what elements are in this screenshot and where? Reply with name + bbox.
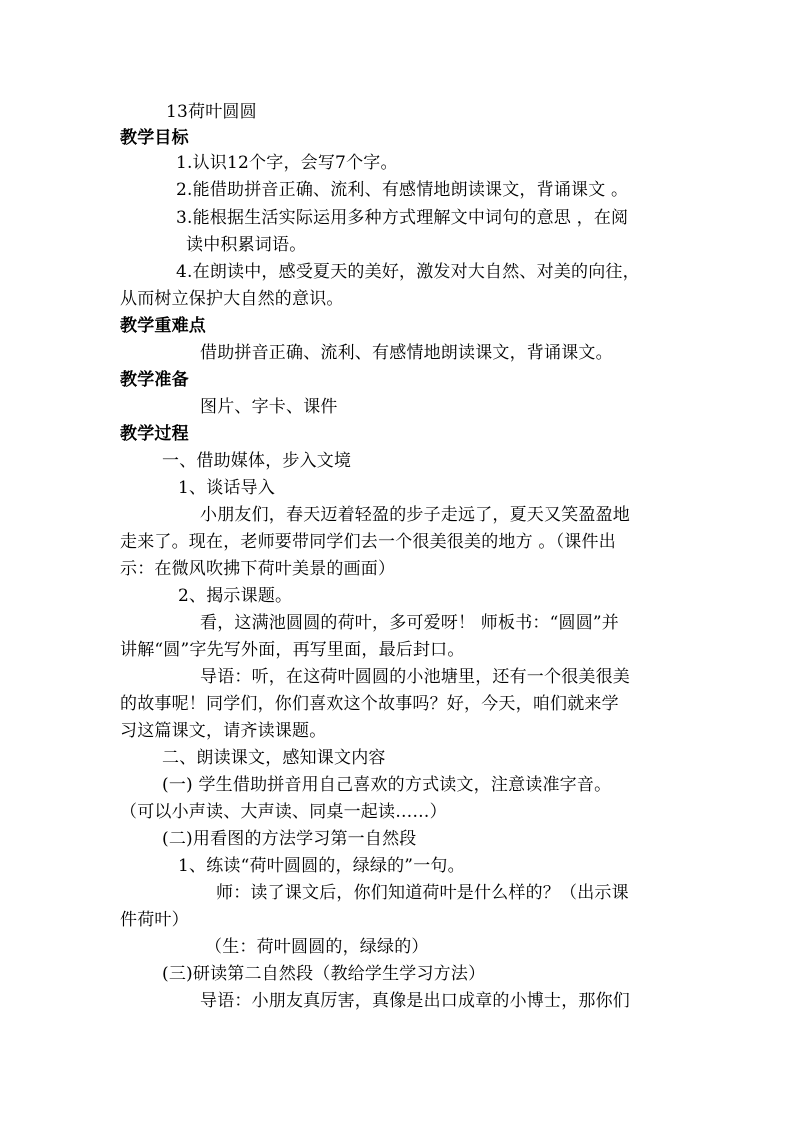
heading-process: 教学过程 <box>120 424 189 444</box>
heading-preparation: 教学准备 <box>120 370 189 390</box>
process-paragraph-3-line-3: 习这篇课文，请齐读课题。 <box>120 721 327 741</box>
goal-item-1: 1.认识12个字，会写7个字。 <box>176 153 398 173</box>
goal-item-4-line-1: 4.在朗读中，感受夏天的美好，激发对大自然、对美的向往， <box>176 262 640 282</box>
goal-item-3-line-2: 读中积累词语。 <box>186 235 307 255</box>
goal-item-4-line-2: 从而树立保护大自然的意识。 <box>120 289 344 309</box>
process-step-2: 2、揭示课题。 <box>178 586 293 606</box>
lesson-title: 13荷叶圆圆 <box>166 102 257 122</box>
process-paragraph-1-line-1: 小朋友们，春天迈着轻盈的步子走远了，夏天又笑盈盈地 <box>200 505 630 525</box>
teacher-question-line-1: 师：读了课文后，你们知道荷叶是什么样的？（出示课 <box>216 883 629 903</box>
process-section-1: 一、借助媒体，步入文境 <box>162 451 352 471</box>
teacher-question-line-2: 件荷叶） <box>120 910 189 930</box>
goal-item-3-line-1: 3.能根据生活实际运用多种方式理解文中词句的意思 ，在阅 <box>176 208 629 228</box>
process-subsection-1-note: （可以小声读、大声读、同桌一起读……） <box>120 802 447 822</box>
preparation-text: 图片、字卡、课件 <box>200 397 338 417</box>
process-paragraph-2-line-2: 讲解“圆”字先写外面，再写里面，最后封口。 <box>120 640 465 660</box>
key-points-text: 借助拼音正确、流利、有感情地朗读课文，背诵课文。 <box>200 343 613 363</box>
process-section-2: 二、朗读课文，感知课文内容 <box>162 748 386 768</box>
process-paragraph-1-line-3: 示：在微风吹拂下荷叶美景的画面） <box>120 559 396 579</box>
heading-key-points: 教学重难点 <box>120 316 206 336</box>
process-paragraph-4: 导语：小朋友真厉害，真像是出口成章的小博士，那你们 <box>200 991 630 1011</box>
process-paragraph-3-line-2: 的故事呢！同学们，你们喜欢这个故事吗？好，今天，咱们就来学 <box>120 694 619 714</box>
process-paragraph-2-line-1: 看，这满池圆圆的荷叶，多可爱呀！ 师板书：“圆圆”并 <box>200 613 619 633</box>
process-step-1: 1、谈话导入 <box>178 478 276 498</box>
heading-teaching-goals: 教学目标 <box>120 128 189 148</box>
student-answer: （生：荷叶圆圆的，绿绿的） <box>205 937 429 957</box>
process-subsection-1: (一) 学生借助拼音用自己喜欢的方式读文，注意读准字音。 <box>162 775 612 795</box>
process-paragraph-3-line-1: 导语：听，在这荷叶圆圆的小池塘里，还有一个很美很美 <box>200 667 630 687</box>
goal-item-2: 2.能借助拼音正确、流利、有感情地朗读课文，背诵课文 。 <box>176 180 629 200</box>
process-substep-1: 1、练读“荷叶圆圆的，绿绿的”一句。 <box>178 856 465 876</box>
process-subsection-3: (三)研读第二自然段（教给学生学习方法） <box>162 964 486 984</box>
process-paragraph-1-line-2: 走来了。现在，老师要带同学们去一个很美很美的地方 。（课件出 <box>120 532 616 552</box>
process-subsection-2: (二)用看图的方法学习第一自然段 <box>162 829 417 849</box>
